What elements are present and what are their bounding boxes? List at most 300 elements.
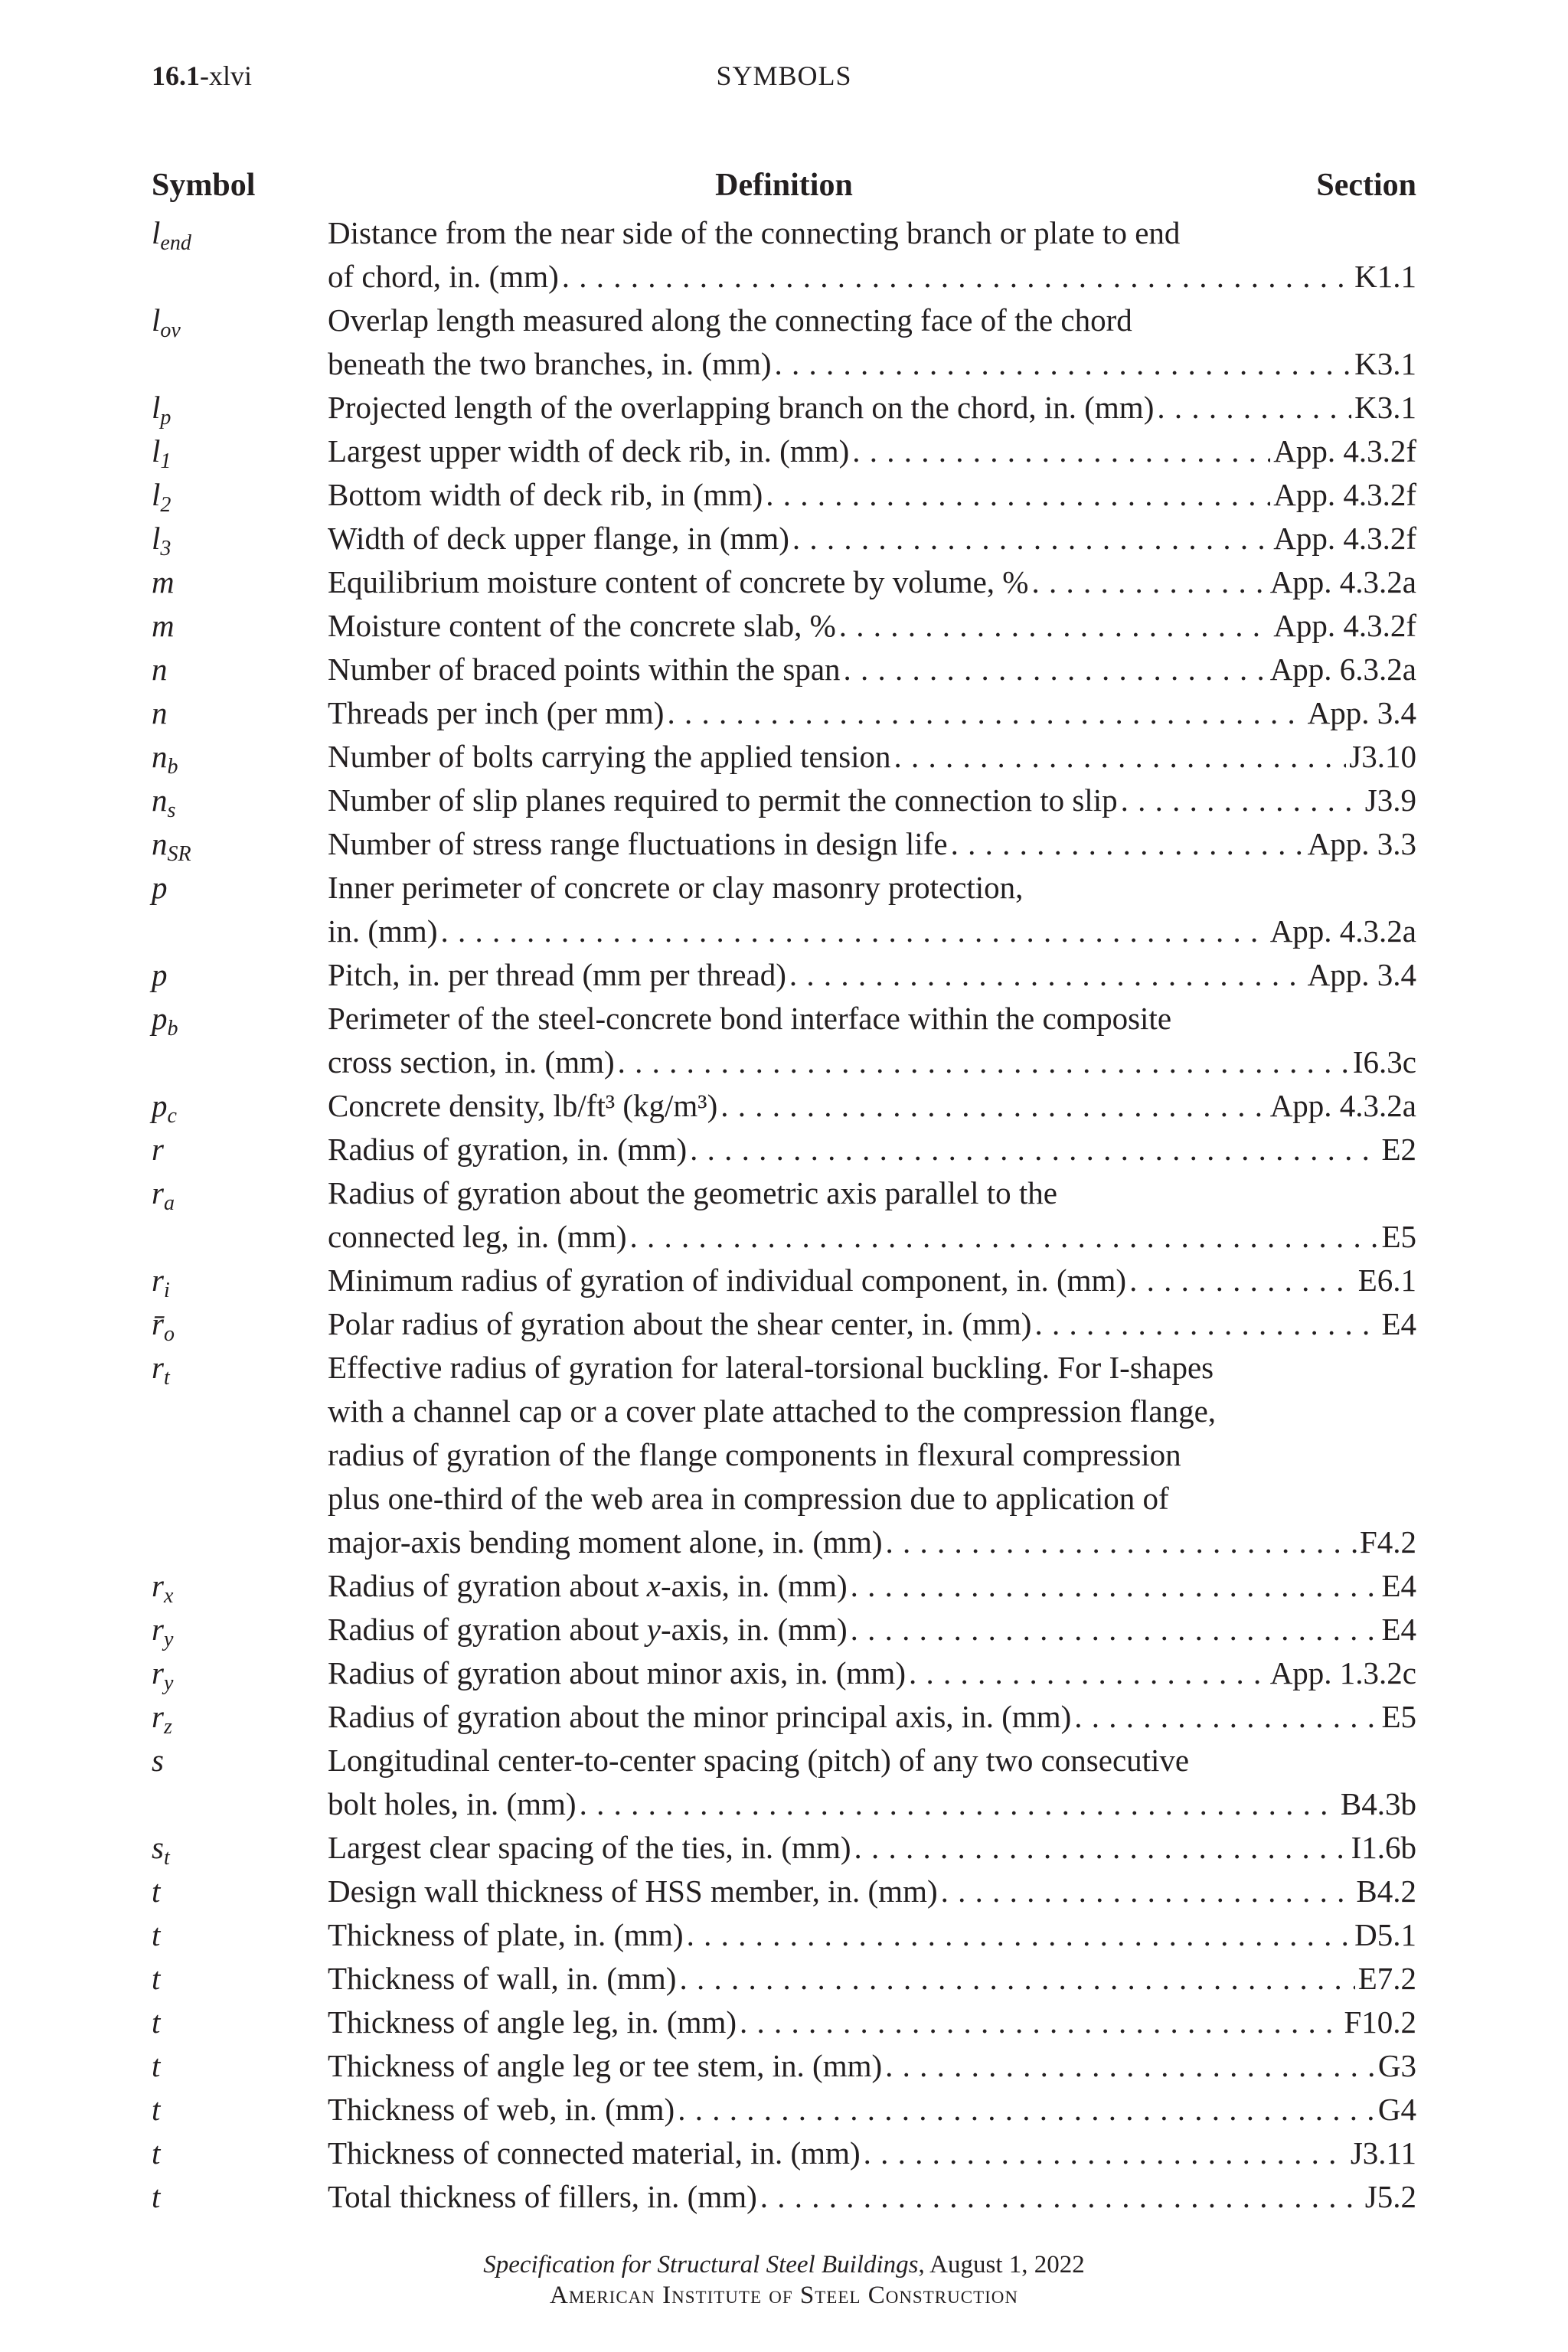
definition-line: Radius of gyration about x-axis, in. (mm) [328, 1568, 848, 1603]
symbol-cell [152, 648, 328, 691]
symbol-cell [152, 430, 328, 473]
symbol-cell [152, 211, 328, 299]
dot-leader [851, 1608, 1379, 1651]
section-reference: E4 [1381, 1612, 1416, 1647]
dot-leader [1157, 386, 1351, 430]
table-row [152, 866, 1416, 953]
footer-title-line [0, 2249, 1568, 2280]
definition-last-line [328, 910, 1416, 953]
symbol-cell [152, 1259, 328, 1302]
definition-last-line [328, 1826, 1416, 1870]
definition-cell [328, 299, 1416, 386]
definition-line: of chord, in. (mm) [328, 259, 559, 294]
definition-line: Inner perimeter of concrete or clay masonry protection, [328, 870, 1024, 905]
section-reference: App. 3.4 [1307, 695, 1416, 730]
symbol-subscript: end [160, 231, 191, 255]
table-row [152, 1084, 1416, 1128]
symbol-cell [152, 1171, 328, 1259]
page-header [152, 60, 1416, 98]
table-row [152, 2001, 1416, 2044]
dot-leader [951, 822, 1305, 866]
definition-line: Thickness of web, in. (mm) [328, 2092, 675, 2127]
dot-leader [562, 255, 1351, 299]
symbol-base: t [152, 2179, 161, 2214]
definition-last-line [328, 255, 1416, 299]
symbol-base: m [152, 608, 175, 643]
symbol-base: n [152, 826, 168, 861]
section-reference: E7.2 [1357, 1961, 1416, 1996]
definition-line: Radius of gyration about minor axis, in. (mm) [328, 1655, 906, 1690]
definition-line: Projected length of the overlapping branch on the chord, in. (mm) [328, 390, 1155, 425]
definition-line: with a channel cap or a cover plate attached to the compression flange, [328, 1393, 1217, 1429]
definition-line: Number of stress range fluctuations in design life [328, 826, 948, 861]
definition-last-line [328, 1259, 1416, 1302]
table-row [152, 1302, 1416, 1346]
dot-leader [667, 691, 1304, 735]
definition-line: bolt holes, in. (mm) [328, 1786, 577, 1821]
symbol-subscript: 3 [160, 537, 172, 560]
definition-last-line [328, 1651, 1416, 1695]
section-reference: E5 [1381, 1219, 1416, 1254]
symbol-cell [152, 691, 328, 735]
definition-line: Effective radius of gyration for lateral-torsional buckling. For I-shapes [328, 1350, 1214, 1385]
table-row [152, 2044, 1416, 2088]
footer-date: , August 1, 2022 [918, 2251, 1085, 2278]
symbol-base: p [152, 1001, 168, 1036]
definition-line: radius of gyration of the flange components in flexural compression [328, 1437, 1181, 1472]
section-reference: E5 [1381, 1699, 1416, 1734]
symbol-cell [152, 560, 328, 604]
definition-last-line [328, 822, 1416, 866]
symbol-base: n [152, 695, 168, 730]
table-row [152, 2175, 1416, 2219]
dot-leader [909, 1651, 1267, 1695]
definition-line: Largest clear spacing of the ties, in. (mm) [328, 1830, 851, 1865]
definition-line: Radius of gyration, in. (mm) [328, 1132, 688, 1167]
definition-last-line [328, 473, 1416, 517]
definition-cell [328, 2088, 1416, 2132]
symbol-subscript: z [163, 1715, 172, 1739]
table-row [152, 779, 1416, 822]
symbol-cell [152, 1128, 328, 1171]
definition-cell [328, 560, 1416, 604]
definition-line: Thickness of wall, in. (mm) [328, 1961, 677, 1996]
symbol-base: r [152, 1350, 164, 1385]
definition-line: Threads per inch (per mm) [328, 695, 665, 730]
table-row [152, 1913, 1416, 1957]
symbol-cell [152, 822, 328, 866]
symbol-cell [152, 1739, 328, 1826]
symbol-base: s [152, 1743, 164, 1778]
symbol-subscript: s [167, 799, 176, 822]
page-heading: SYMBOLS [716, 60, 852, 91]
symbol-cell [152, 1302, 328, 1346]
definition-last-line [328, 517, 1416, 560]
definition-last-line [328, 1782, 1416, 1826]
dot-leader [440, 910, 1266, 953]
column-header-section: Section [1316, 168, 1416, 203]
symbol-subscript: y [163, 1628, 174, 1651]
symbol-base: t [152, 1961, 161, 1996]
symbol-cell [152, 953, 328, 997]
definition-last-line [328, 2088, 1416, 2132]
table-row [152, 473, 1416, 517]
definition-line: Number of bolts carrying the applied tension [328, 739, 891, 774]
table-row [152, 1128, 1416, 1171]
definition-last-line [328, 2132, 1416, 2175]
dot-leader [630, 1215, 1379, 1259]
definition-cell [328, 866, 1416, 953]
section-reference: B4.3b [1340, 1786, 1416, 1821]
section-reference: G4 [1377, 2092, 1416, 2127]
section-reference: E4 [1381, 1568, 1416, 1603]
symbol-subscript: a [163, 1191, 175, 1215]
definition-last-line [328, 560, 1416, 604]
definition-last-line [328, 1302, 1416, 1346]
symbol-base: s [152, 1830, 164, 1865]
table-row [152, 1564, 1416, 1608]
definition-cell [328, 1913, 1416, 1957]
definition-last-line [328, 604, 1416, 648]
definition-line: Pitch, in. per thread (mm per thread) [328, 957, 786, 992]
definition-line: Overlap length measured along the connecting face of the chord [328, 302, 1132, 338]
dot-leader [886, 1521, 1357, 1564]
section-reference: App. 4.3.2f [1273, 521, 1416, 556]
definition-line: Equilibrium moisture content of concrete by volume, % [328, 564, 1029, 599]
symbol-base: n [152, 782, 168, 818]
section-reference: K1.1 [1354, 259, 1416, 294]
symbol-cell [152, 1870, 328, 1913]
symbol-base: r [152, 1263, 164, 1298]
definition-cell [328, 473, 1416, 517]
definition-last-line [328, 735, 1416, 779]
symbol-cell [152, 1826, 328, 1870]
definition-last-line [328, 1215, 1416, 1259]
definition-line: cross section, in. (mm) [328, 1044, 615, 1080]
symbol-base: p [152, 957, 168, 992]
section-reference: F10.2 [1344, 2004, 1416, 2040]
section-reference: App. 4.3.2a [1269, 913, 1416, 949]
symbol-base: n [152, 652, 168, 687]
section-reference: E4 [1381, 1306, 1416, 1341]
definition-cell [328, 735, 1416, 779]
symbol-base: l [152, 521, 161, 556]
definition-cell [328, 1957, 1416, 2001]
dot-leader [894, 735, 1347, 779]
axis-variable: x [646, 1568, 661, 1603]
definition-line: Design wall thickness of HSS member, in. (mm) [328, 1873, 938, 1909]
symbol-subscript: o [163, 1322, 175, 1346]
symbol-subscript: y [163, 1671, 174, 1695]
symbol-cell [152, 1084, 328, 1128]
table-row [152, 822, 1416, 866]
symbol-cell [152, 1695, 328, 1739]
definition-line: Distance from the near side of the connecting branch or plate to end [328, 215, 1181, 250]
definition-cell [328, 1739, 1416, 1826]
symbol-subscript: i [163, 1279, 170, 1302]
symbol-base: r [152, 1132, 164, 1167]
table-row [152, 1739, 1416, 1826]
definition-last-line [328, 1608, 1416, 1651]
definition-line: Width of deck upper flange, in (mm) [328, 521, 789, 556]
definition-last-line [328, 691, 1416, 735]
symbol-cell [152, 2175, 328, 2219]
symbol-subscript: t [163, 1366, 170, 1390]
definition-last-line [328, 953, 1416, 997]
definition-cell [328, 691, 1416, 735]
definition-cell [328, 211, 1416, 299]
symbol-base: r [152, 1612, 164, 1647]
section-reference: I6.3c [1352, 1044, 1416, 1080]
table-row [152, 1695, 1416, 1739]
dot-leader [679, 1957, 1354, 2001]
symbol-base: n [152, 739, 168, 774]
symbol-cell [152, 473, 328, 517]
table-row [152, 604, 1416, 648]
section-reference: K3.1 [1354, 390, 1416, 425]
symbol-subscript: ov [160, 318, 181, 342]
definition-line: Largest upper width of deck rib, in. (mm) [328, 433, 850, 469]
definition-last-line [328, 342, 1416, 386]
table-row [152, 735, 1416, 779]
column-header-definition: Definition [715, 168, 853, 203]
section-reference: J3.9 [1364, 782, 1416, 818]
symbol-cell [152, 604, 328, 648]
definition-cell [328, 648, 1416, 691]
dot-leader [941, 1870, 1354, 1913]
symbol-cell [152, 2132, 328, 2175]
table-row [152, 211, 1416, 299]
dot-leader [720, 1084, 1266, 1128]
definition-last-line [328, 1913, 1416, 1957]
section-reference: App. 3.3 [1307, 826, 1416, 861]
dot-leader [844, 648, 1267, 691]
table-row [152, 648, 1416, 691]
symbol-cell [152, 2001, 328, 2044]
definition-cell [328, 1695, 1416, 1739]
footer-organization: American Institute of Steel Construction [550, 2282, 1018, 2309]
definition-cell [328, 1608, 1416, 1651]
dot-leader [618, 1040, 1350, 1084]
symbol-cell [152, 517, 328, 560]
definition-line: Perimeter of the steel-concrete bond interface within the composite [328, 1001, 1172, 1036]
table-row [152, 1346, 1416, 1564]
definition-last-line [328, 1084, 1416, 1128]
footer-title: Specification for Structural Steel Buildings [483, 2251, 919, 2278]
definition-line: Thickness of angle leg or tee stem, in. (mm) [328, 2048, 883, 2083]
symbol-base: r [152, 1175, 164, 1210]
section-reference: App. 3.4 [1307, 957, 1416, 992]
symbol-cell [152, 2088, 328, 2132]
definition-last-line [328, 648, 1416, 691]
table-row [152, 430, 1416, 473]
definition-cell [328, 517, 1416, 560]
dot-leader [690, 1128, 1378, 1171]
definition-cell [328, 1346, 1416, 1564]
section-reference: App. 4.3.2f [1273, 477, 1416, 512]
definition-cell [328, 2175, 1416, 2219]
symbol-cell [152, 779, 328, 822]
section-reference: B4.2 [1356, 1873, 1416, 1909]
symbol-subscript: p [160, 406, 172, 430]
definition-last-line [328, 2001, 1416, 2044]
definition-line: Thickness of connected material, in. (mm) [328, 2135, 861, 2171]
section-reference: J3.10 [1349, 739, 1416, 774]
definition-cell [328, 779, 1416, 822]
symbol-base: t [152, 2135, 161, 2171]
definition-last-line [328, 1128, 1416, 1171]
definition-line: Total thickness of fillers, in. (mm) [328, 2179, 757, 2214]
definition-cell [328, 604, 1416, 648]
symbol-base: l [152, 302, 161, 338]
table-row [152, 2088, 1416, 2132]
dot-leader [792, 517, 1270, 560]
symbol-subscript: 2 [160, 493, 172, 517]
symbol-cell [152, 299, 328, 386]
page-number-roman: -xlvi [200, 60, 252, 91]
definition-last-line [328, 430, 1416, 473]
definition-last-line [328, 386, 1416, 430]
section-reference: E2 [1381, 1132, 1416, 1167]
symbol-cell [152, 1957, 328, 2001]
definition-line: Minimum radius of gyration of individual component, in. (mm) [328, 1263, 1127, 1298]
dot-leader [766, 473, 1270, 517]
definition-last-line [328, 1040, 1416, 1084]
symbol-subscript: t [163, 1846, 170, 1870]
definition-line: beneath the two branches, in. (mm) [328, 346, 772, 381]
symbol-subscript: c [167, 1104, 177, 1128]
dot-leader [885, 2044, 1375, 2088]
symbol-table [152, 211, 1416, 2219]
definition-line: Number of braced points within the span [328, 652, 841, 687]
definition-cell [328, 997, 1416, 1084]
definition-line: Concrete density, lb/ft³ (kg/m³) [328, 1088, 718, 1123]
symbol-base: t [152, 1873, 161, 1909]
definition-last-line [328, 779, 1416, 822]
symbol-cell [152, 1346, 328, 1564]
symbol-subscript: SR [167, 842, 191, 866]
symbol-base: l [152, 390, 161, 425]
symbol-subscript: b [167, 1017, 178, 1040]
definition-line: Radius of gyration about y-axis, in. (mm) [328, 1612, 848, 1647]
table-row [152, 299, 1416, 386]
definition-cell [328, 1651, 1416, 1695]
definition-line: Polar radius of gyration about the shear center, in. (mm) [328, 1306, 1032, 1341]
definition-cell [328, 1128, 1416, 1171]
section-reference: App. 4.3.2f [1273, 608, 1416, 643]
definition-last-line [328, 2175, 1416, 2219]
definition-last-line [328, 1695, 1416, 1739]
dot-leader [1129, 1259, 1355, 1302]
definition-line: Longitudinal center-to-center spacing (pitch) of any two consecutive [328, 1743, 1190, 1778]
symbol-base: t [152, 2004, 161, 2040]
dot-leader [1074, 1695, 1378, 1739]
definition-cell [328, 430, 1416, 473]
definition-cell [328, 953, 1416, 997]
definition-line: Thickness of angle leg, in. (mm) [328, 2004, 737, 2040]
table-row [152, 1171, 1416, 1259]
definition-cell [328, 1302, 1416, 1346]
table-row [152, 386, 1416, 430]
dot-leader [678, 2088, 1375, 2132]
table-row [152, 1259, 1416, 1302]
page-footer [0, 2249, 1568, 2311]
definition-last-line [328, 2044, 1416, 2088]
symbol-cell [152, 2044, 328, 2088]
symbol-subscript: x [163, 1584, 174, 1608]
table-row [152, 2132, 1416, 2175]
column-header-symbol: Symbol [152, 168, 256, 203]
symbol-base: r [152, 1568, 164, 1603]
dot-leader [854, 1826, 1348, 1870]
symbol-cell [152, 1651, 328, 1695]
dot-leader [839, 604, 1270, 648]
symbol-base: l [152, 215, 161, 250]
table-row [152, 691, 1416, 735]
section-reference: G3 [1377, 2048, 1416, 2083]
definition-line: Thickness of plate, in. (mm) [328, 1917, 684, 1952]
symbol-cell [152, 1913, 328, 1957]
section-reference: App. 6.3.2a [1269, 652, 1416, 687]
section-reference: App. 4.3.2a [1269, 564, 1416, 599]
section-reference: F4.2 [1359, 1524, 1416, 1560]
dot-leader [740, 2001, 1341, 2044]
symbol-cell [152, 1564, 328, 1608]
dot-leader [760, 2175, 1362, 2219]
definition-last-line [328, 1521, 1416, 1564]
definition-cell [328, 2132, 1416, 2175]
definition-line: Radius of gyration about the minor principal axis, in. (mm) [328, 1699, 1072, 1734]
symbol-base: l [152, 433, 161, 469]
table-row [152, 517, 1416, 560]
symbol-base: r̄ [152, 1306, 164, 1341]
definition-cell [328, 1564, 1416, 1608]
definition-line: major-axis bending moment alone, in. (mm) [328, 1524, 883, 1560]
symbol-base: t [152, 1917, 161, 1952]
definition-line: Radius of gyration about the geometric axis parallel to the [328, 1175, 1057, 1210]
definition-cell [328, 2001, 1416, 2044]
axis-variable: y [646, 1612, 661, 1647]
table-row [152, 1870, 1416, 1913]
symbol-cell [152, 386, 328, 430]
column-headers [152, 167, 1416, 210]
definition-line: Bottom width of deck rib, in (mm) [328, 477, 763, 512]
definition-last-line [328, 1564, 1416, 1608]
dot-leader [1121, 779, 1362, 822]
table-row [152, 953, 1416, 997]
section-reference: App. 4.3.2f [1273, 433, 1416, 469]
page-number-chapter: 16.1 [152, 60, 200, 91]
section-reference: D5.1 [1354, 1917, 1416, 1952]
section-reference: K3.1 [1354, 346, 1416, 381]
symbol-base: m [152, 564, 175, 599]
definition-cell [328, 2044, 1416, 2088]
definition-line: connected leg, in. (mm) [328, 1219, 627, 1254]
symbol-base: t [152, 2092, 161, 2127]
table-row [152, 1826, 1416, 1870]
table-row [152, 1651, 1416, 1695]
symbol-cell [152, 1608, 328, 1651]
symbol-cell [152, 866, 328, 953]
section-reference: J5.2 [1364, 2179, 1416, 2214]
definition-cell [328, 822, 1416, 866]
dot-leader [1034, 1302, 1378, 1346]
definition-last-line [328, 1957, 1416, 2001]
section-reference: App. 1.3.2c [1269, 1655, 1416, 1690]
section-reference: J3.11 [1350, 2135, 1416, 2171]
dot-leader [864, 2132, 1348, 2175]
definition-cell [328, 1084, 1416, 1128]
